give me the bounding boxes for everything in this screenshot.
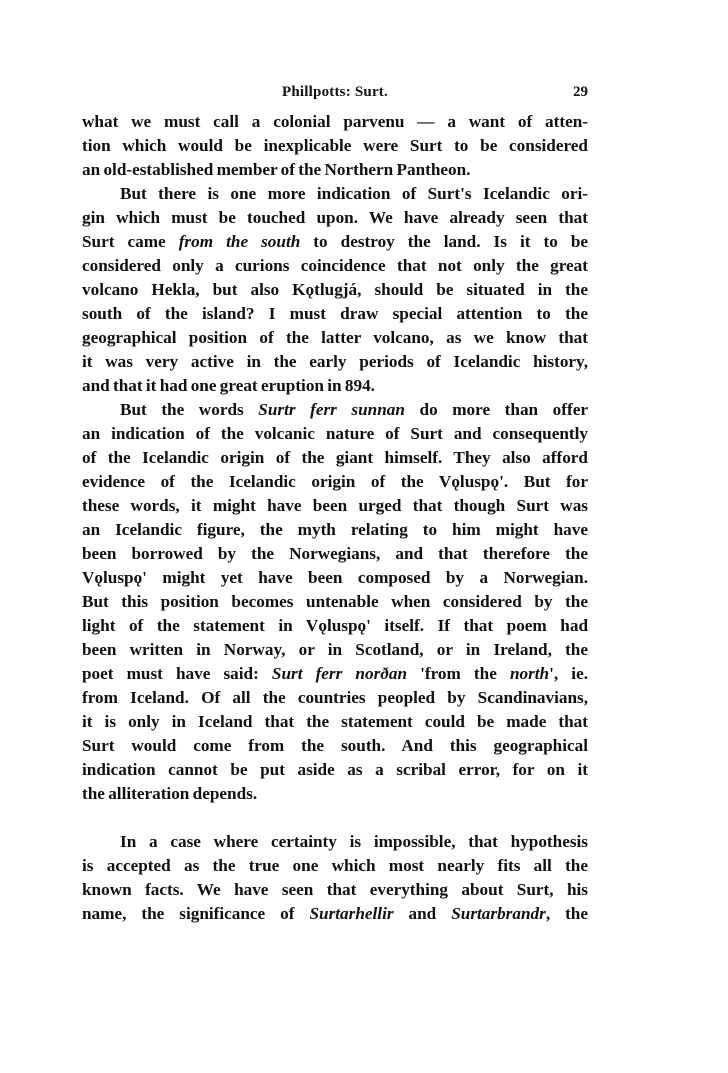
text-line: known facts. We have seen that everything about Surt, his (82, 880, 588, 899)
paragraph-gap (82, 806, 588, 830)
italic-phrase: from the south (178, 232, 301, 251)
italic-phrase: Surtarhellir (309, 904, 394, 923)
paragraph (82, 182, 588, 398)
running-title: Phillpotts: Surt. (282, 84, 388, 100)
paragraph (82, 398, 588, 806)
paragraph (82, 110, 588, 182)
text-line: But this position becomes untenable when considered by the (82, 592, 588, 611)
text-line: indication cannot be put aside as a scribal error, for on it (82, 760, 588, 779)
page-header (82, 84, 588, 110)
text-line: tion which would be inexplicable were Surt to be considered (82, 136, 588, 155)
text-line: and that it had one great eruption in 894. (82, 376, 375, 395)
italic-phrase: Surt ferr norðan (271, 664, 407, 683)
paragraph (82, 830, 588, 926)
body-text (82, 110, 588, 926)
text-line: been borrowed by the Norwegians, and that therefore the (82, 544, 588, 563)
text-line: gin which must be touched upon. We have already seen that (82, 208, 588, 227)
text-line: is accepted as the true one which most nearly fits all the (82, 856, 588, 875)
text-line: Surt came from the south to destroy the land. Is it to be (82, 232, 589, 251)
text-line: an old-established member of the Northern Pantheon. (82, 160, 471, 179)
text-line: it was very active in the early periods of Icelandic history, (82, 352, 588, 371)
text-line: But there is one more indication of Surt's Icelandic ori- (120, 184, 588, 203)
page-number: 29 (573, 84, 588, 100)
text-line: what we must call a colonial parvenu — a want of atten- (82, 112, 588, 131)
text-line: these words, it might have been urged that though Surt was (82, 496, 588, 515)
italic-phrase: Surtr ferr sunnan (258, 400, 405, 419)
text-line: Vǫluspǫ' might yet have been composed by a Norwegian. (82, 568, 588, 587)
text-line: of the Icelandic origin of the giant himself. They also afford (82, 448, 588, 467)
text-line: an indication of the volcanic nature of Surt and consequently (82, 424, 588, 443)
text-line: geographical position of the latter volcano, as we know that (82, 328, 588, 347)
italic-phrase: Surtarbrandr (451, 904, 546, 923)
text-line: considered only a curions coincidence that not only the great (82, 256, 588, 275)
italic-phrase: north (509, 664, 550, 683)
text-line: But the words Surtr ferr sunnan do more than offer (120, 400, 588, 419)
text-line: Surt would come from the south. And this geographical (82, 736, 588, 755)
text-line: south of the island? I must draw special attention to the (82, 304, 588, 323)
text-line: volcano Hekla, but also Kǫtlugjá, should be situated in the (82, 280, 588, 299)
text-line: In a case where certainty is impossible, that hypothesis (120, 832, 588, 851)
text-line: an Icelandic figure, the myth relating to him might have (82, 520, 588, 539)
text-line: been written in Norway, or in Scotland, or in Ireland, the (82, 640, 588, 659)
text-line: evidence of the Icelandic origin of the Vǫluspǫ'. But for (82, 472, 588, 491)
text-line: poet must have said: Surt ferr norðan 'from the north', ie. (82, 664, 588, 683)
text-line: from Iceland. Of all the countries peopled by Scandinavians, (82, 688, 588, 707)
text-line: light of the statement in Vǫluspǫ' itself. If that poem had (82, 616, 588, 635)
text-line: the alliteration depends. (82, 784, 258, 803)
book-page (82, 84, 588, 926)
text-line: it is only in Iceland that the statement could be made that (82, 712, 588, 731)
text-line: name, the significance of Surtarhellir and Surtarbrandr, the (82, 904, 588, 923)
